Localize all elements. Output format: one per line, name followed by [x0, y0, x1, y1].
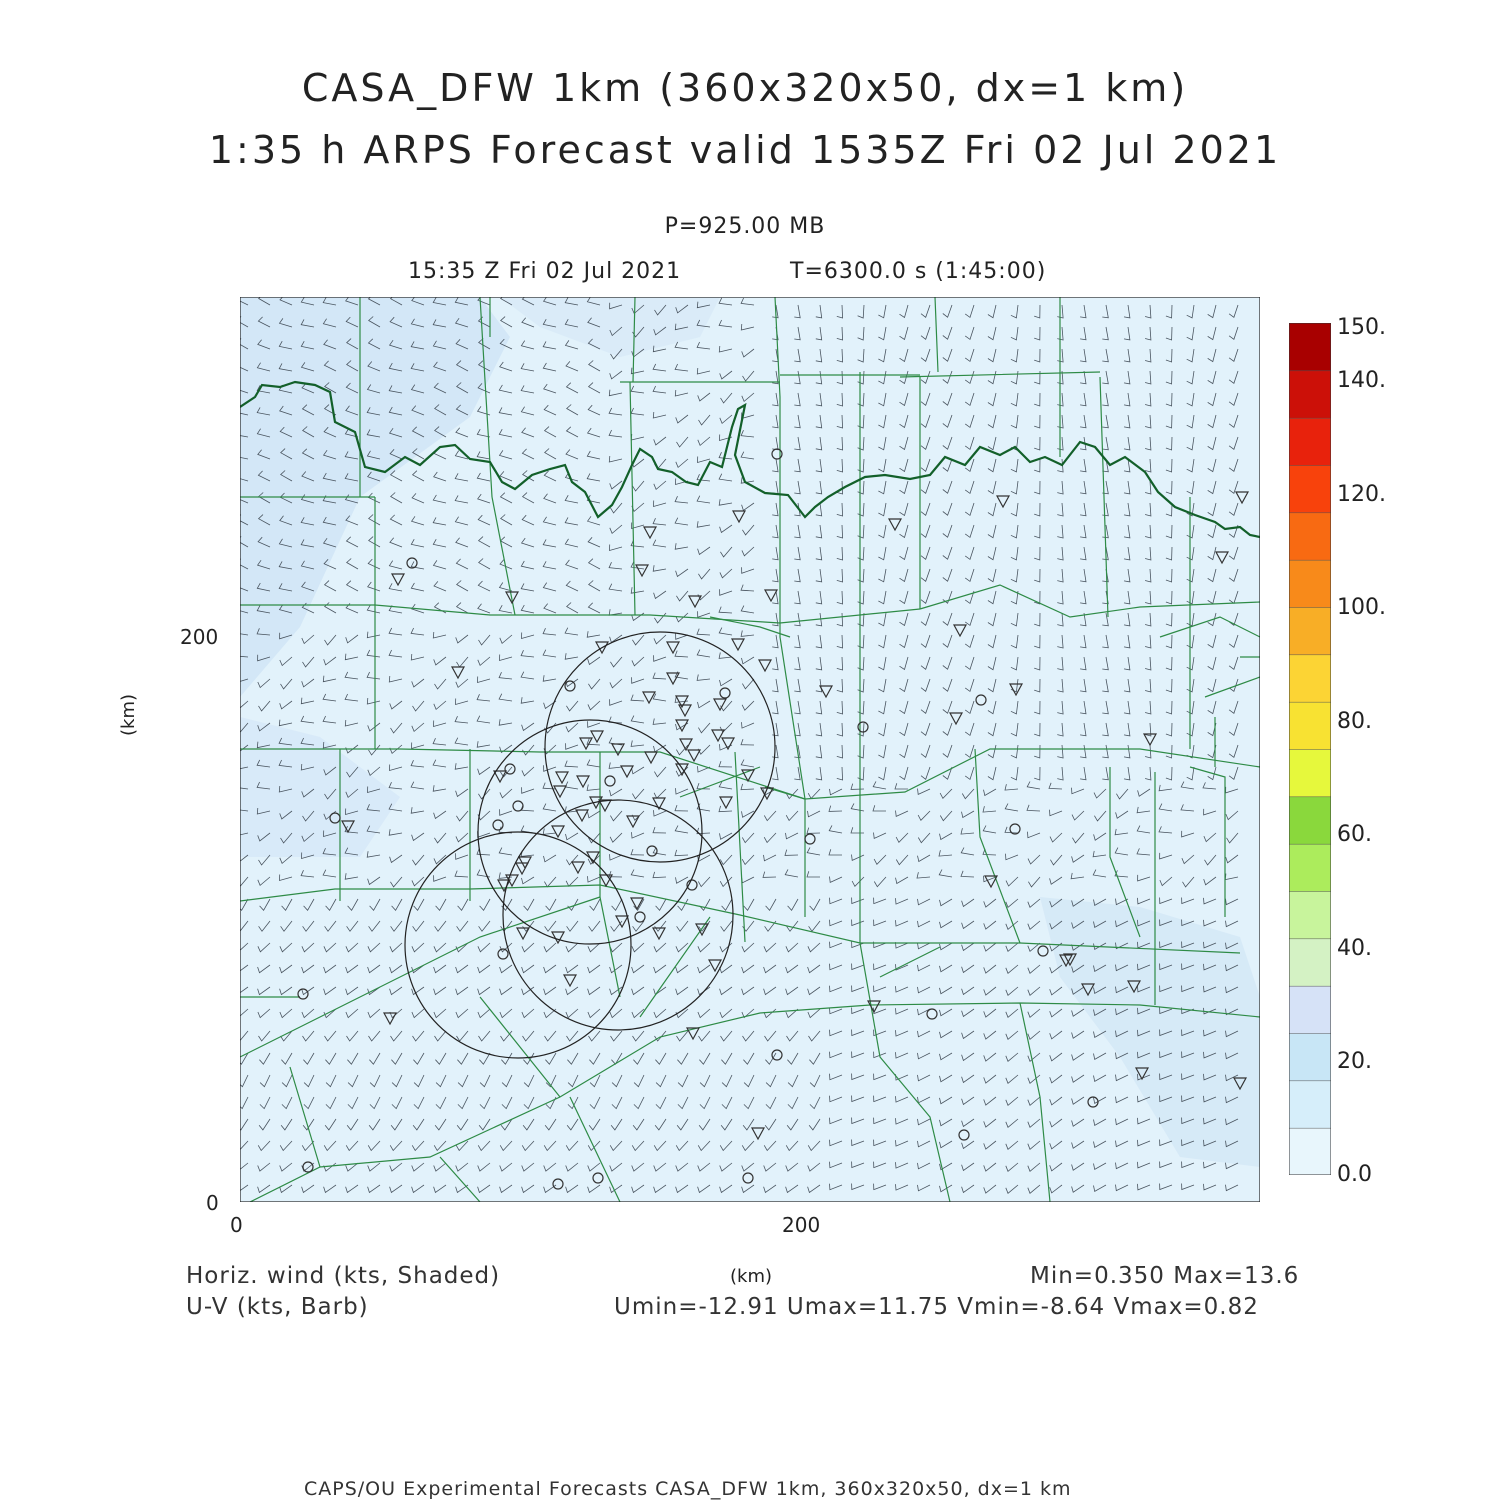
colorbar-bin — [1289, 607, 1331, 655]
legend-barb: U-V (kts, Barb) — [186, 1294, 369, 1320]
colorbar-bin — [1289, 370, 1331, 418]
stats-uv: Umin=-12.91 Umax=11.75 Vmin=-8.64 Vmax=0.82 — [614, 1294, 1259, 1320]
pressure-level: P=925.00 MB — [664, 214, 826, 239]
footer-credit: CAPS/OU Experimental Forecasts CASA_DFW 1km, 360x320x50, dx=1 km — [304, 1478, 1072, 1500]
x-tick-200: 200 — [782, 1213, 821, 1237]
colorbar-label-40: 40. — [1337, 936, 1372, 961]
colorbar-label-100: 100. — [1337, 595, 1386, 620]
colorbar-bin — [1289, 1033, 1331, 1081]
stats-minmax: Min=0.350 Max=13.6 — [1030, 1263, 1300, 1289]
legend-shaded: Horiz. wind (kts, Shaded) — [186, 1263, 501, 1289]
y-tick-0: 0 — [206, 1191, 219, 1215]
colorbar-bin — [1289, 844, 1331, 892]
colorbar-bin — [1289, 986, 1331, 1034]
title-line-1: CASA_DFW 1km (360x320x50, dx=1 km) — [301, 66, 1189, 110]
colorbar-bin — [1289, 418, 1331, 466]
x-tick-0: 0 — [230, 1213, 243, 1237]
colorbar-label-20: 20. — [1337, 1049, 1372, 1074]
colorbar-label-60: 60. — [1337, 822, 1372, 847]
valid-time: 15:35 Z Fri 02 Jul 2021 — [408, 259, 682, 284]
colorbar-bin — [1289, 891, 1331, 939]
colorbar-label-140: 140. — [1337, 368, 1386, 393]
colorbar-label-150: 150. — [1337, 315, 1386, 340]
colorbar-bin — [1289, 1128, 1331, 1175]
colorbar-bin — [1289, 796, 1331, 844]
wind-map — [240, 297, 1260, 1202]
colorbar-bin — [1289, 560, 1331, 608]
model-time: T=6300.0 s (1:45:00) — [790, 259, 1047, 284]
y-tick-200: 200 — [180, 625, 219, 649]
colorbar-bin — [1289, 323, 1331, 371]
colorbar-label-80: 80. — [1337, 709, 1372, 734]
x-axis-label: (km) — [730, 1266, 773, 1287]
colorbar-bin — [1289, 749, 1331, 797]
colorbar-bin — [1289, 1080, 1331, 1128]
colorbar-bin — [1289, 938, 1331, 986]
colorbar-bin — [1289, 702, 1331, 750]
colorbar-label-0: 0.0 — [1337, 1162, 1372, 1187]
colorbar-label-120: 120. — [1337, 482, 1386, 507]
colorbar — [1289, 323, 1331, 1175]
title-line-2: 1:35 h ARPS Forecast valid 1535Z Fri 02 Jul 2021 — [208, 128, 1282, 172]
colorbar-bin — [1289, 465, 1331, 513]
y-axis-label: (km) — [118, 693, 139, 736]
colorbar-bin — [1289, 654, 1331, 702]
colorbar-bin — [1289, 512, 1331, 560]
